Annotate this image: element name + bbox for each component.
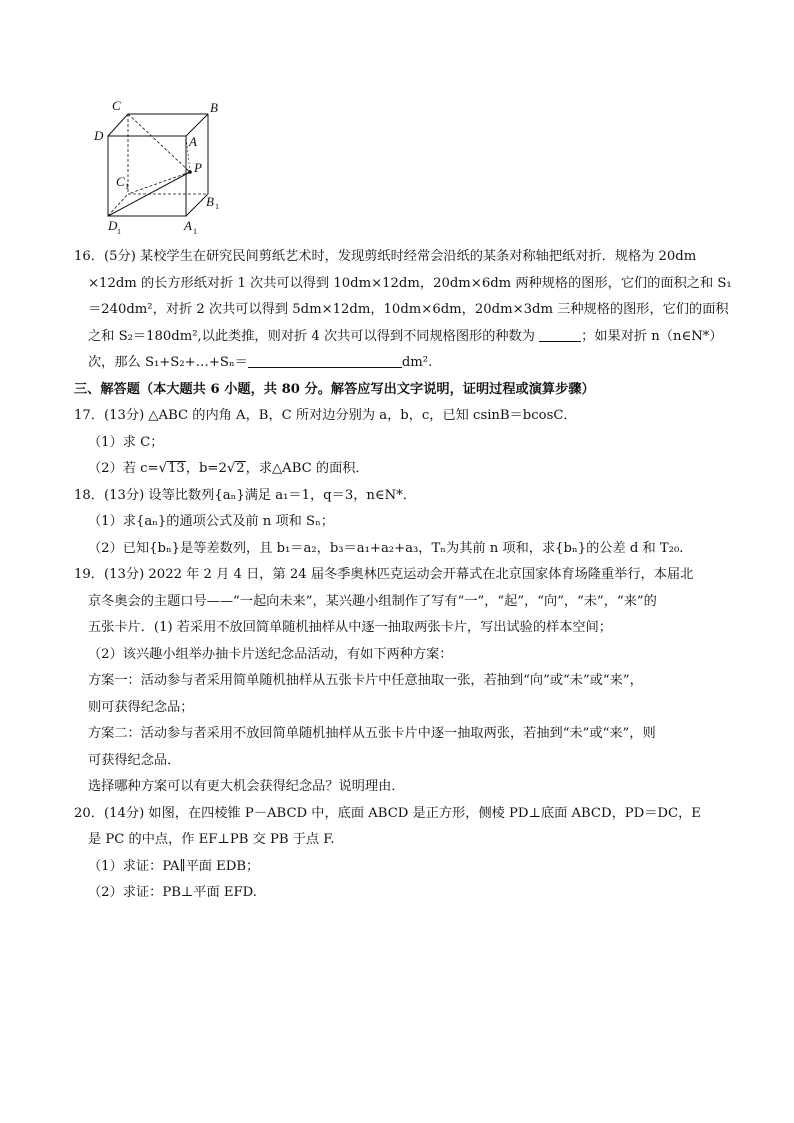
- q18-stem: 18．(13分) 设等比数列{aₙ}满足 a₁＝1，q＝3，n∈N*．: [74, 487, 416, 503]
- q16-line-2: ×12dm 的长方形纸对折 1 次共可以得到 10dm×12dm，20dm×6dm 两种规格的图形，它们的面积之和 S₁: [88, 275, 732, 291]
- q17-part-2: [74, 456, 734, 483]
- q19-line-6: 则可获得纪念品；: [88, 699, 194, 715]
- q20-line-2: 是 PC 的中点，作 EF⊥PB 交 PB 于点 F.: [88, 832, 335, 847]
- q20-part-2: （2）求证：PB⊥平面 EFD.: [88, 885, 257, 900]
- q16-line-3: ＝240dm²，对折 2 次共可以得到 5dm×12dm，10dm×6dm，20dm×3dm 三种规格的图形，它们的面积: [88, 302, 729, 317]
- section-heading: 三、解答题（本大题共 6 小题，共 80 分。解答应写出文字说明，证明过程或演算步骤）: [74, 381, 595, 397]
- q16-line-5-text: 次，那么 S₁+S₂+…+Sₙ＝: [88, 355, 248, 370]
- label-d1-sub: 1: [117, 227, 121, 236]
- q19-line-5: 方案一：活动参与者采用简单随机抽样从五张卡片中任意抽取一张，若抽到“向”或“未”或“来”，: [88, 673, 643, 688]
- sqrt-2: √2: [226, 461, 245, 476]
- label-c: C: [112, 98, 121, 113]
- q16-line-4-tail: ；如果对折 n（n∈N*）: [581, 328, 723, 344]
- label-c1-sub: 1: [125, 182, 129, 191]
- q18-part-2: （2）已知{bₙ}是等差数列，且 b₁＝a₂，b₃＝a₁+a₂+a₃，Tₙ为其前 n 项和，求{bₙ}的公差 d 和 T₂₀.: [88, 540, 684, 556]
- q16-line-4: [74, 324, 734, 351]
- answer-blank-2: [248, 353, 402, 368]
- q19-line-2: 京冬奥会的主题口号——“一起向未来”，某兴趣小组制作了写有“一”，“起”，“向”，“未”，“来”的: [88, 593, 657, 609]
- sqrt-13-radicand: 13: [168, 461, 185, 476]
- q20-line-1: 20．(14分) 如图，在四棱锥 P－ABCD 中，底面 ABCD 是正方形，侧棱 PD⊥底面 ABCD，PD＝DC，E: [74, 805, 701, 821]
- q19-line-4: （2）该兴趣小组举办抽卡片送纪念品活动，有如下两种方案：: [88, 646, 453, 662]
- q17-part-1: （1）求 C；: [88, 434, 164, 450]
- label-b: B: [210, 100, 218, 115]
- q16-line-5-tail: dm².: [401, 355, 433, 370]
- label-a1-sub: 1: [193, 227, 197, 236]
- q20-part-1: （1）求证：PA∥平面 EDB；: [88, 858, 260, 874]
- q19-line-9: 选择哪种方案可以有更大机会获得纪念品？说明理由．: [88, 779, 405, 794]
- q19-line-8: 可获得纪念品．: [88, 752, 181, 768]
- q19-line-7: 方案二：活动参与者采用不放回简单随机抽样从五张卡片中逐一抽取两张，若抽到“未”或“来”，则: [88, 726, 656, 741]
- q17-stem: 17．(13分) △ABC 的内角 A，B，C 所对边分别为 a，b，c，已知 csinB＝bcosC．: [74, 408, 577, 423]
- label-a1: A: [184, 218, 192, 233]
- label-b1-sub: 1: [215, 202, 219, 211]
- sqrt-13: √13: [158, 461, 185, 476]
- q17-part-2-b: ，b=2: [185, 461, 227, 476]
- q17-part-2-a: （2）若 c=: [88, 461, 159, 476]
- document-content: [74, 244, 734, 907]
- label-c1: C: [116, 174, 125, 189]
- answer-blank-1: [539, 327, 581, 342]
- q16-line-4-text: 之和 S₂＝180dm²,以此类推，则对折 4 次共可以得到不同规格图形的种数为: [88, 328, 535, 344]
- q19-line-3: 五张卡片．(1) 若采用不放回简单随机抽样从中逐一抽取两张卡片，写出试验的样本空间；: [88, 620, 612, 635]
- q17-part-2-c: ，求△ABC 的面积．: [245, 461, 369, 476]
- label-b1: B: [206, 194, 214, 209]
- q16-line-5: [74, 350, 734, 377]
- q16-line-1: 16．(5分) 某校学生在研究民间剪纸艺术时，发现剪纸时经常会沿纸的某条对称轴把纸对折．规格为 20dm: [74, 249, 697, 264]
- label-d1: D: [108, 218, 118, 233]
- label-d: D: [94, 128, 104, 143]
- q18-part-1: （1）求{aₙ}的通项公式及前 n 项和 Sₙ；: [88, 514, 334, 529]
- label-a: A: [189, 134, 197, 149]
- label-p: P: [194, 160, 202, 175]
- sqrt-2-radicand: 2: [236, 461, 245, 476]
- cube-figure: [88, 96, 228, 238]
- q19-line-1: 19．(13分) 2022 年 2 月 4 日，第 24 届冬季奥林匹克运动会开幕式在北京国家体育场隆重举行，本届北: [74, 567, 694, 582]
